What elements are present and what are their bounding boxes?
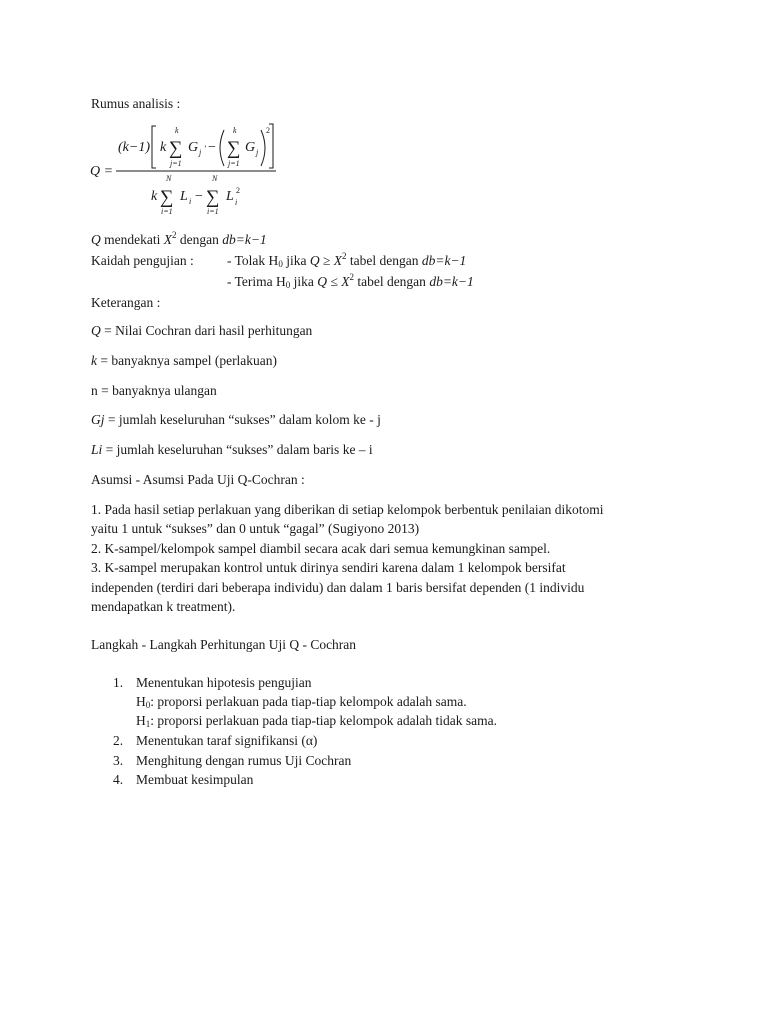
denominator-minus: − (195, 189, 203, 204)
reject-eq: =k−1 (435, 253, 467, 268)
asumsi-line: 1. Pada hasil setiap perlakuan yang diberikan di setiap kelompok berbentuk penilaian dikotomi (91, 502, 604, 517)
denom-sym2: L (226, 189, 234, 204)
reject-power: 2 (341, 251, 347, 261)
dsum1-lower: i=1 (161, 207, 173, 216)
dsum1-sign: ∑ (160, 187, 174, 208)
approx-text1: mendekati (100, 232, 164, 247)
h1-sub: 1 (145, 719, 151, 729)
step-text: Menghitung dengan rumus Uji Cochran (136, 753, 352, 768)
asumsi-line: mendapatkan k treatment). (91, 599, 236, 614)
item-text: = banyaknya sampel (perlakuan) (97, 353, 278, 368)
item-symbol: Li (91, 442, 103, 457)
keterangan-item (91, 352, 277, 370)
accept-power: 2 (349, 272, 354, 282)
approx-text2: dengan (176, 232, 223, 247)
h0-text: : proporsi perlakuan pada tiap-tiap kelompok adalah sama. (150, 694, 467, 709)
accept-db: db (429, 274, 443, 289)
term1-symbol: G (188, 140, 199, 155)
accept-suffix: tabel dengan (353, 274, 430, 289)
dsum2-sign: ∑ (206, 187, 220, 208)
kaidah-accept (227, 273, 474, 291)
reject-h-sub: 0 (278, 259, 283, 269)
item-text: n = banyaknya ulangan (91, 383, 217, 398)
term2-symbol: G (245, 140, 256, 155)
sum2-sign: ∑ (227, 138, 241, 159)
step-text: Menentukan hipotesis pengujian (136, 675, 312, 690)
asumsi-heading: Asumsi - Asumsi Pada Uji Q-Cochran : (91, 472, 305, 487)
right-paren (261, 130, 265, 166)
numerator-coef: k (160, 140, 167, 155)
reject-db: db (421, 253, 436, 268)
db-equation: =k−1 (235, 232, 267, 247)
hypothesis-h1 (136, 712, 497, 730)
keterangan-label: Keterangan : (91, 295, 161, 310)
dsum2-lower: i=1 (207, 207, 219, 216)
reject-suffix: tabel dengan (346, 253, 422, 268)
numerator-factor: (k−1) (118, 140, 150, 155)
accept-prefix: - Terima H (227, 274, 286, 289)
h1-text: : proporsi perlakuan pada tiap-tiap kelompok adalah tidak sama. (150, 713, 498, 728)
numerator-power: 2 (266, 126, 270, 135)
langkah-heading: Langkah - Langkah Perhitungan Uji Q - Cochran (91, 637, 357, 652)
dsum2-upper: N (212, 174, 218, 183)
left-paren (220, 130, 224, 166)
sum2-upper: k (233, 126, 237, 135)
reject-prefix: - Tolak H (227, 253, 279, 268)
asumsi-line: 3. K-sampel merupakan kontrol untuk dirinya sendiri karena dalam 1 kelompok bersifat (91, 560, 566, 575)
asumsi-line: 2. K-sampel/kelompok sampel diambil secara acak dari semua kemungkinan sampel. (91, 541, 551, 556)
keterangan-item (91, 322, 312, 340)
accept-h-sub: 0 (285, 280, 291, 290)
term1-sub: j (199, 148, 202, 157)
step-number: 1. (113, 675, 124, 690)
reject-jika: jika (282, 253, 310, 268)
step-number: 3. (113, 753, 124, 768)
kaidah-label: Kaidah pengujian : (91, 253, 194, 268)
q-symbol: Q (91, 232, 101, 247)
item-text: = jumlah keseluruhan “sukses” dalam baris ke – i (102, 442, 373, 457)
chi-power: 2 (171, 230, 177, 240)
item-symbol: k (91, 353, 97, 368)
hypothesis-h0 (136, 693, 467, 711)
item-symbol: Gj (91, 412, 105, 427)
term1-sub2: ’ (204, 144, 207, 153)
accept-cond: Q ≤ X (317, 274, 350, 289)
item-text: = Nilai Cochran dari hasil perhitungan (100, 323, 313, 338)
keterangan-item (91, 411, 381, 429)
kaidah-reject (227, 252, 466, 270)
h0-h: H (136, 694, 146, 709)
accept-jika: jika (290, 274, 318, 289)
item-text: = jumlah keseluruhan “sukses” dalam kolom ke - j (104, 412, 381, 427)
asumsi-line: yaitu 1 untuk “sukses” dan 0 untuk “gagal” (Sugiyono 2013) (91, 521, 420, 536)
section-heading-rumus: Rumus analisis : (91, 96, 181, 111)
sum2-lower: j=1 (228, 159, 240, 168)
h0-sub: 0 (145, 700, 151, 710)
dsum1-upper: N (166, 174, 172, 183)
formula-lhs: Q = (90, 164, 114, 179)
chi-symbol: X (163, 232, 172, 247)
term2-sub: j (256, 148, 259, 157)
step-text: Menentukan taraf signifikansi (α) (136, 733, 318, 748)
item-symbol: Q (91, 323, 101, 338)
denom-sub1: i (189, 197, 192, 206)
step-number: 2. (113, 733, 124, 748)
cochran-formula (88, 118, 388, 228)
approx-line (91, 231, 267, 249)
step-number: 4. (113, 772, 124, 787)
db-symbol: db (222, 232, 236, 247)
sum1-lower: j=1 (170, 159, 182, 168)
keterangan-item (91, 441, 373, 459)
step-text: Membuat kesimpulan (136, 772, 254, 787)
accept-eq: =k−1 (442, 274, 474, 289)
numerator-minus: − (208, 140, 216, 155)
denom-sub2: i (235, 198, 238, 207)
asumsi-line: independen (terdiri dari beberapa individu) dan dalam 1 baris bersifat dependen (1 individu (91, 580, 585, 595)
denominator-coef: k (151, 189, 158, 204)
keterangan-item (91, 382, 217, 400)
h1-h: H (136, 713, 146, 728)
denom-power: 2 (236, 186, 240, 195)
sum1-upper: k (175, 126, 179, 135)
reject-cond: Q ≥ X (309, 253, 342, 268)
left-bracket (152, 126, 156, 168)
denom-sym1: L (180, 189, 188, 204)
sum1-sign: ∑ (169, 138, 183, 159)
